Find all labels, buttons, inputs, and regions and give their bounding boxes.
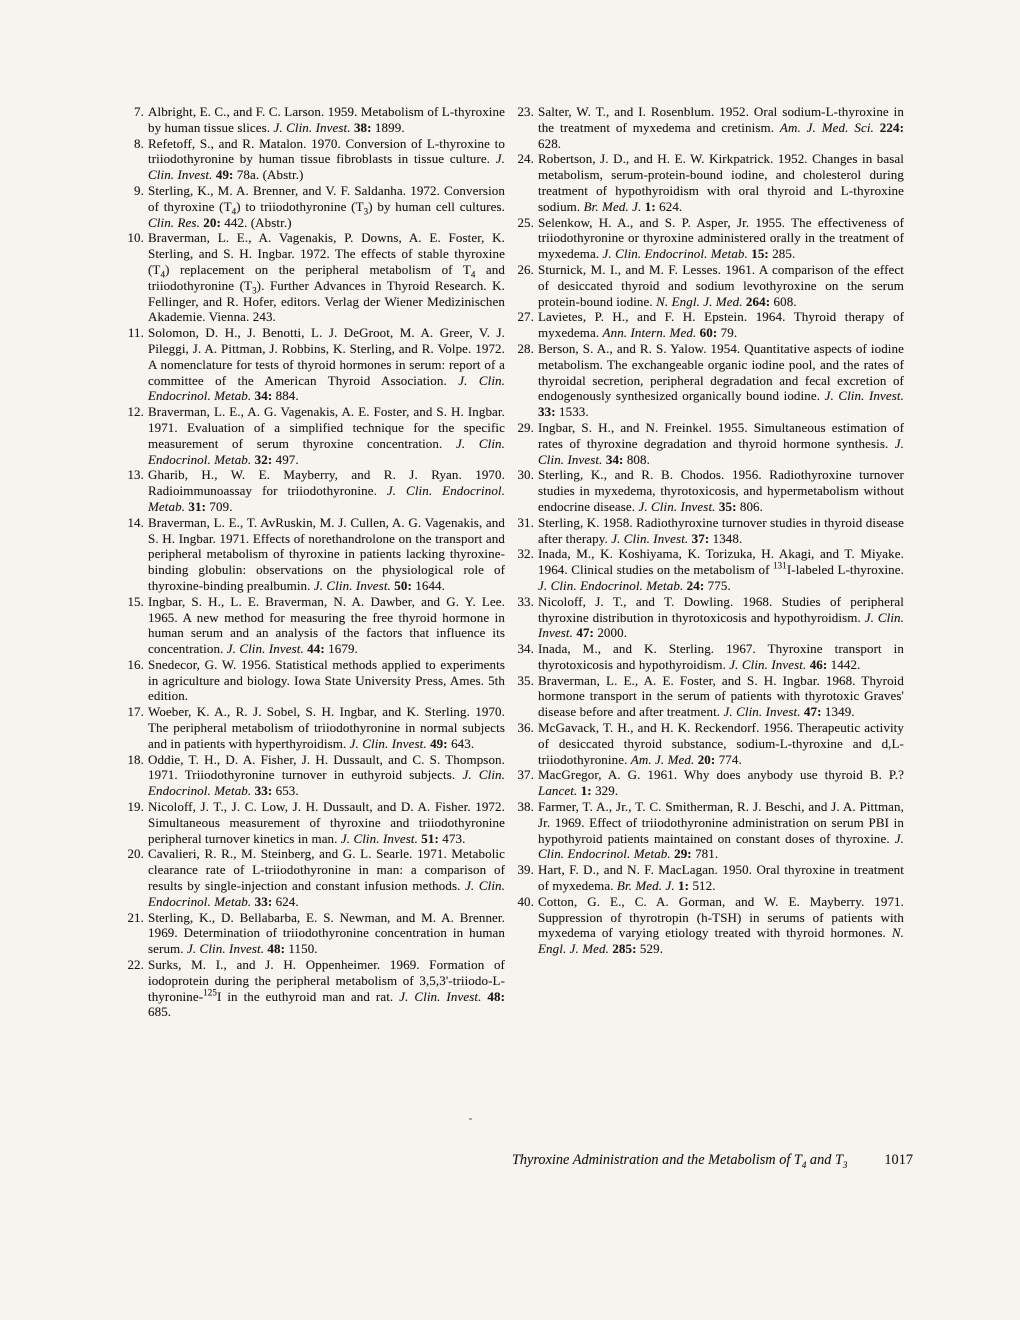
reference-item <box>124 515 505 594</box>
reference-number: 33. <box>517 593 534 609</box>
reference-number: 13. <box>127 467 144 483</box>
reference-number: 11. <box>127 325 144 341</box>
reference-text: Surks, M. I., and J. H. Oppenheimer. 1969. Formation of iodoprotein during the peripheral metabolism of 3,5,3'-triiodo-L-thyronine-$^{125}$I in the euthyroid man and rat. J. Clin. Invest. 48: 685. <box>148 957 505 1020</box>
reference-item <box>514 767 904 799</box>
reference-number: 36. <box>517 720 534 736</box>
reference-number: 8. <box>134 135 144 151</box>
reference-item <box>514 546 904 593</box>
references-left-column <box>124 104 505 1020</box>
reference-item <box>514 673 904 720</box>
reference-number: 17. <box>127 704 144 720</box>
reference-text: Selenkow, H. A., and S. P. Asper, Jr. 1955. The effectiveness of triiodothyronine or thyroxine administered orally in the treatment of myxedema. J. Clin. Endocrinol. Metab. 15: 285. <box>538 214 904 262</box>
reference-number: 34. <box>517 641 534 657</box>
reference-text: Braverman, L. E., A. E. Foster, and S. H. Ingbar. 1968. Thyroid hormone transport in the serum of patients with thyrotoxic Graves' disease before and after treatment. J. Clin. Invest. 47: 1349. <box>538 672 904 720</box>
reference-item <box>124 657 505 704</box>
reference-text: Sterling, K., M. A. Brenner, and V. F. Saldanha. 1972. Conversion of thyroxine $(T_4)$ to triiodothyronine $(T_3)$ by human cell cultures. Clin. Res. 20: 442. (Abstr.) <box>148 182 505 230</box>
reference-text: Gharib, H., W. E. Mayberry, and R. J. Ryan. 1970. Radioimmunoassay for triiodothyronine. J. Clin. Endocrinol. Metab. 31: 709. <box>148 467 505 514</box>
reference-number: 27. <box>517 309 534 325</box>
reference-item <box>124 910 505 957</box>
reference-number: 32. <box>517 546 534 562</box>
reference-text: Braverman, L. E., A. Vagenakis, P. Downs, A. E. Foster, K. Sterling, and S. H. Ingbar. 1972. The effects of stable thyroxine $(T_4)$ replacement on the peripheral metabolism of $T_4$ and triiodothyronine $(T_3)$. Further Advances in Thyroid Research. K. Fellinger, and R. Hofer, editors. Verlag der Wiener Medizinischen Akademie. Vienna. 243. <box>148 230 506 325</box>
reference-number: 31. <box>517 514 534 530</box>
reference-number: 22. <box>127 957 144 973</box>
reference-number: 35. <box>517 672 534 688</box>
reference-text: MacGregor, A. G. 1961. Why does anybody use thyroid B. P.? Lancet. 1: 329. <box>538 767 904 799</box>
reference-number: 18. <box>127 751 144 767</box>
reference-text: Braverman, L. E., A. G. Vagenakis, A. E. Foster, and S. H. Ingbar. 1971. Evaluation of a simplified technique for the specific measurement of serum thyroxine concentration. J. Clin. Endocrinol. Metab. 32: 497. <box>148 404 505 467</box>
reference-item <box>124 136 505 183</box>
reference-text: Snedecor, G. W. 1956. Statistical methods applied to experiments in agriculture and biology. Iowa State University Press, Ames. 5th edition. <box>148 656 505 704</box>
reference-item <box>124 325 505 404</box>
reference-number: 25. <box>517 214 534 230</box>
reference-item <box>514 262 904 309</box>
reference-text: McGavack, T. H., and H. K. Reckendorf. 1956. Therapeutic activity of desiccated thyroid substance, sodium-L-thyroxine and d,L-triiodothyronine. Am. J. Med. 20: 774. <box>538 720 904 767</box>
reference-item <box>124 104 505 136</box>
reference-item <box>124 467 505 514</box>
reference-text: Lavietes, P. H., and F. H. Epstein. 1964. Thyroid therapy of myxedema. Ann. Intern. Med. 60: 79. <box>538 309 904 341</box>
reference-item <box>124 704 505 751</box>
page-footer <box>0 1152 913 1169</box>
reference-item <box>514 862 904 894</box>
reference-item <box>514 151 904 214</box>
reference-number: 23. <box>517 104 534 119</box>
reference-number: 7. <box>134 104 144 119</box>
reference-text: Robertson, J. D., and H. E. W. Kirkpatrick. 1952. Changes in basal metabolism, serum-protein-bound iodine, and cholesterol during treatment of hypothyroidism with oral thyroid and L-thyroxine sodium. Br. Med. J. 1: 624. <box>538 151 904 214</box>
reference-item <box>514 641 904 673</box>
reference-number: 10. <box>127 230 144 246</box>
reference-item <box>514 420 904 467</box>
reference-number: 24. <box>517 151 534 167</box>
reference-text: Sterling, K. 1958. Radiothyroxine turnover studies in thyroid disease after therapy. J. Clin. Invest. 37: 1348. <box>538 514 904 546</box>
reference-item <box>514 799 904 862</box>
reference-number: 16. <box>127 656 144 672</box>
reference-text: Oddie, T. H., D. A. Fisher, J. H. Dussault, and C. S. Thompson. 1971. Triiodothyronine turnover in euthyroid subjects. J. Clin. Endocrinol. Metab. 33: 653. <box>148 751 505 799</box>
reference-number: 28. <box>517 340 534 356</box>
reference-text: Inada, M., and K. Sterling. 1967. Thyroxine transport in thyrotoxicosis and hypothyroidism. J. Clin. Invest. 46: 1442. <box>538 641 904 672</box>
reference-text: Inada, M., K. Koshiyama, K. Torizuka, H. Akagi, and T. Miyake. 1964. Clinical studies on the metabolism of $^{131}$I-labeled L-thyroxine. J. Clin. Endocrinol. Metab. 24: 775. <box>538 546 904 593</box>
reference-item <box>124 957 505 1020</box>
reference-number: 38. <box>517 799 534 815</box>
reference-text: Solomon, D. H., J. Benotti, L. J. DeGroot, M. A. Greer, V. J. Pileggi, J. A. Pittman, J. Robbins, K. Sterling, and R. Volpe. 1972. A nomenclature for tests of thyroid hormones in serum: report of a committee of the American Thyroid Association. J. Clin. Endocrinol. Metab. 34: 884. <box>148 325 506 404</box>
reference-number: 14. <box>127 514 144 530</box>
reference-text: Refetoff, S., and R. Matalon. 1970. Conversion of L-thyroxine to triiodothyronine by human tissue fibroblasts in tissue culture. J. Clin. Invest. 49: 78a. (Abstr.) <box>148 135 505 183</box>
reference-number: 19. <box>127 799 144 815</box>
reference-text: Sterling, K., and R. B. Chodos. 1956. Radiothyroxine turnover studies in myxedema, thyrotoxicosis, and hypermetabolism without endocrine disease. J. Clin. Invest. 35: 806. <box>538 467 904 514</box>
reference-number: 20. <box>127 846 144 862</box>
reference-text: Cotton, G. E., C. A. Gorman, and W. E. Mayberry. 1971. Suppression of thyrotropin (h-TSH) in serums of patients with myxedema of varying etiology treated with thyroid hormones. N. Engl. J. Med. 285: 529. <box>538 893 904 957</box>
reference-text: Sterling, K., D. Bellabarba, E. S. Newman, and M. A. Brenner. 1969. Determination of triiodothyronine concentration in human serum. J. Clin. Invest. 48: 1150. <box>148 909 505 957</box>
page-number: 1017 <box>884 1152 913 1168</box>
reference-item <box>124 594 505 657</box>
reference-number: 30. <box>517 467 534 483</box>
reference-item <box>514 594 904 641</box>
reference-item <box>124 799 505 846</box>
references-right-column <box>514 104 904 1020</box>
reference-item <box>124 404 505 467</box>
reference-item <box>124 183 505 230</box>
reference-number: 21. <box>127 909 144 925</box>
reference-number: 26. <box>517 261 534 277</box>
reference-text: Braverman, L. E., T. AvRuskin, M. J. Cullen, A. G. Vagenakis, and S. H. Ingbar. 1971. Effects of norethandrolone on the transport and peripheral metabolism of thyroxine in patients lacking thyroxine-binding globulin: observations on the physiological role of thyroxine-binding prealbumin. J. Clin. Invest. 50: 1644. <box>148 514 505 593</box>
reference-number: 39. <box>517 862 534 878</box>
reference-item <box>514 515 904 547</box>
reference-item <box>514 309 904 341</box>
reference-number: 12. <box>127 404 144 420</box>
reference-item <box>514 341 904 420</box>
reference-text: Sturnick, M. I., and M. F. Lesses. 1961. A comparison of the effect of desiccated thyroid and sodium levothyroxine on the serum protein-bound iodine. N. Engl. J. Med. 264: 608. <box>538 261 904 309</box>
reference-number: 37. <box>517 767 534 783</box>
reference-number: 29. <box>517 419 534 435</box>
reference-text: Cavalieri, R. R., M. Steinberg, and G. L. Searle. 1971. Metabolic clearance rate of L-triiodothyronine in man: a comparison of results by single-injection and constant infusion methods. J. Clin. Endocrinol. Metab. 33: 624. <box>148 846 506 909</box>
reference-text: Woeber, K. A., R. J. Sobel, S. H. Ingbar, and K. Sterling. 1970. The peripheral metabolism of triiodothyronine in normal subjects and in patients with hyperthyroidism. J. Clin. Invest. 49: 643. <box>148 704 505 751</box>
reference-number: 40. <box>517 893 534 909</box>
reference-text: Nicoloff, J. T., and T. Dowling. 1968. Studies of peripheral thyroxine distribution in thyrotoxicosis and hypothyroidism. J. Clin. Invest. 47: 2000. <box>538 593 904 641</box>
reference-item <box>124 846 505 909</box>
scan-speck <box>469 1118 472 1120</box>
reference-text: Ingbar, S. H., L. E. Braverman, N. A. Dawber, and G. Y. Lee. 1965. A new method for measuring the free thyroid hormone in human serum and an analysis of the factors that influence its concentration. J. Clin. Invest. 44: 1679. <box>148 593 505 657</box>
reference-text: Farmer, T. A., Jr., T. C. Smitherman, R. J. Beschi, and J. A. Pittman, Jr. 1969. Effect of triiodothyronine administration on serum PBI in hypothyroid patients maintained on constant doses of thyroxine. J. Clin. Endocrinol. Metab. 29: 781. <box>538 799 904 862</box>
reference-item <box>514 467 904 514</box>
running-title: Thyroxine Administration and the Metabolism of $T_4$ and $T_3$ <box>511 1152 848 1170</box>
reference-item <box>514 720 904 767</box>
reference-item <box>514 215 904 262</box>
reference-text: Salter, W. T., and I. Rosenblum. 1952. Oral sodium-L-thyroxine in the treatment of myxedema and cretinism. Am. J. Med. Sci. 224: 628. <box>538 104 904 151</box>
reference-text: Albright, E. C., and F. C. Larson. 1959. Metabolism of L-thyroxine by human tissue slices. J. Clin. Invest. 38: 1899. <box>148 104 505 135</box>
reference-number: 9. <box>134 182 144 198</box>
reference-item <box>514 894 904 957</box>
reference-number: 15. <box>127 593 144 609</box>
reference-item <box>514 104 904 151</box>
reference-text: Berson, S. A., and R. S. Yalow. 1954. Quantitative aspects of iodine metabolism. The exchangeable organic iodine pool, and the rates of thyroidal secretion, peripheral degradation and fecal excretion of endogenously synthesized organically bound iodine. J. Clin. Invest. 33: 1533. <box>538 340 904 420</box>
reference-item <box>124 230 505 325</box>
reference-text: Ingbar, S. H., and N. Freinkel. 1955. Simultaneous estimation of rates of thyroxine degradation and thyroid hormone synthesis. J. Clin. Invest. 34: 808. <box>538 419 904 467</box>
reference-text: Nicoloff, J. T., J. C. Low, J. H. Dussault, and D. A. Fisher. 1972. Simultaneous measurement of thyroxine and triiodothyronine peripheral turnover kinetics in man. J. Clin. Invest. 51: 473. <box>148 799 505 846</box>
reference-item <box>124 752 505 799</box>
reference-text: Hart, F. D., and N. F. MacLagan. 1950. Oral thyroxine in treatment of myxedema. Br. Med. J. 1: 512. <box>538 862 904 894</box>
